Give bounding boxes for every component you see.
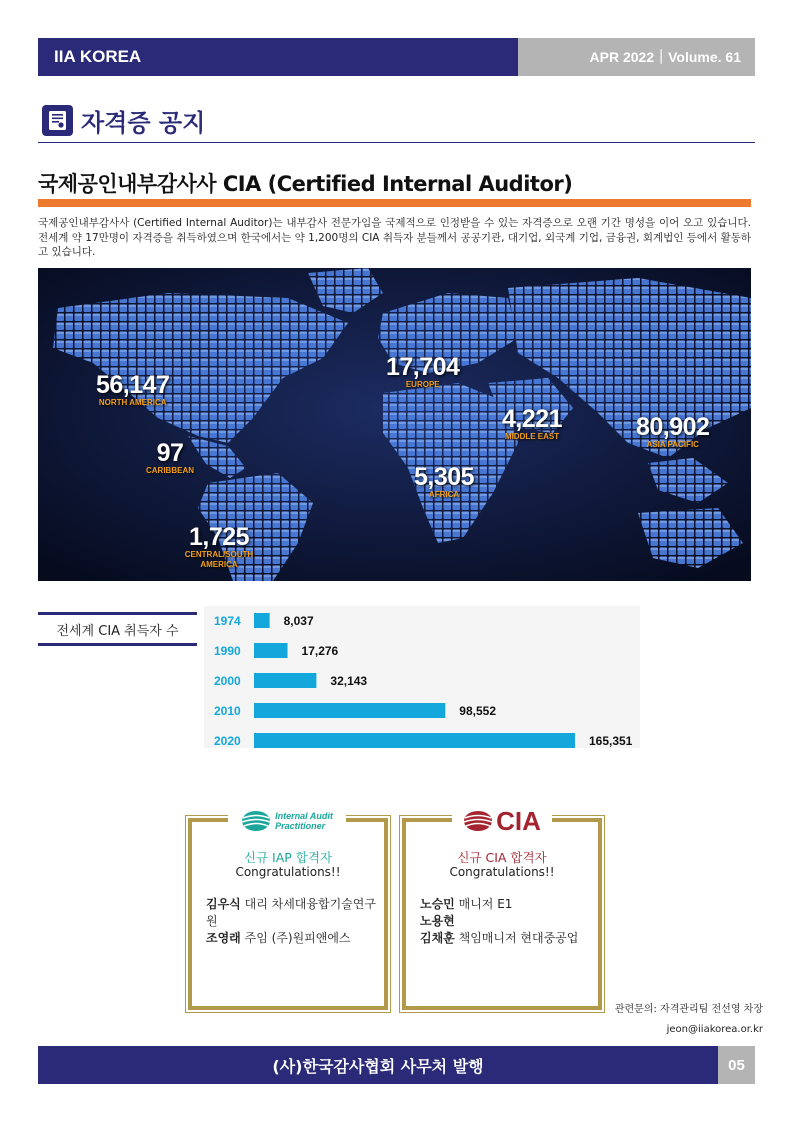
article-title: 국제공인내부감사사 CIA (Certified Internal Auditor) <box>38 172 573 196</box>
region-name: EUROPE <box>405 380 440 389</box>
bar-2000 <box>254 673 316 688</box>
article-intro: 국제공인내부감사사 (Certified Internal Auditor)는 내부감사 전문가임을 국제적으로 인정받을 수 있는 자격증으로 오랜 기간 명성을 이어 오고 있습니다. 전세계 약 17만명이 자격증을 취득하였으며 한국에서는 약 1,200명의 CIA 취득자 분들께서 공공기관, 대기업, 외국계 기업, 금융권, 회계법인 등에서 활동하고 있습니다. <box>38 217 751 258</box>
category-label: 2000 <box>214 674 241 688</box>
region-value: 4,221 <box>502 405 563 433</box>
person-name: 노승민 <box>420 897 455 911</box>
category-label: 2020 <box>214 734 241 748</box>
region-north-america <box>96 372 169 408</box>
person-detail: 대리 차세대융합기술연구원 <box>206 897 376 928</box>
world-map <box>38 268 751 581</box>
section-title: 자격증 공지 <box>81 109 206 137</box>
bar-1974 <box>254 613 270 628</box>
region-name: NORTH AMERICA <box>98 398 167 407</box>
region-name: CARIBBEAN <box>146 466 194 475</box>
region-europe <box>386 354 459 390</box>
value-label: 165,351 <box>588 734 633 748</box>
region-central-south-america <box>184 524 254 570</box>
category-label: 1990 <box>214 644 241 658</box>
person-name: 조영래 <box>206 931 241 945</box>
region-asia-pacific <box>636 414 709 450</box>
region-caribbean <box>146 440 194 476</box>
iap-heading: 신규 IAP 합격자 <box>243 850 333 865</box>
iap-logo-line1: Internal Audit <box>275 811 333 821</box>
region-name: CENTRAL/SOUTH AMERICA <box>184 550 254 569</box>
cia-logo-text: CIA <box>496 806 541 836</box>
iap-logo-line2: Practitioner <box>275 821 326 831</box>
region-value: 56,147 <box>96 371 170 399</box>
brand-name: IIA KOREA <box>38 38 518 76</box>
bar-2010 <box>254 703 445 718</box>
list-item <box>420 930 578 947</box>
cia-logo <box>452 806 552 836</box>
iap-logo <box>228 806 346 836</box>
contact-email[interactable]: jeon@iiakorea.or.kr <box>666 1024 763 1035</box>
section-heading <box>42 103 205 138</box>
bar-1990 <box>254 643 288 658</box>
category-label: 1974 <box>214 614 241 628</box>
value-label: 17,276 <box>301 644 339 658</box>
iap-people-list <box>206 896 384 947</box>
region-value: 97 <box>156 439 184 467</box>
chart-title: 전세계 CIA 취득자 수 <box>38 612 197 646</box>
category-label: 2010 <box>214 704 241 718</box>
issue-info: APR 2022｜Volume. 61 <box>518 38 755 76</box>
value-label: 8,037 <box>283 614 314 628</box>
value-label: 32,143 <box>330 674 368 688</box>
cia-congrats: Congratulations!! <box>449 865 555 879</box>
region-africa <box>414 464 474 500</box>
value-label: 98,552 <box>459 704 497 718</box>
region-value: 5,305 <box>414 463 475 491</box>
globe-icon <box>463 810 493 832</box>
person-detail: 책임매니저 현대중공업 <box>458 931 579 945</box>
region-value: 80,902 <box>636 413 710 441</box>
region-middle-east <box>502 406 562 442</box>
publisher: (사)한국감사협회 사무처 발행 <box>38 1046 718 1084</box>
region-name: MIDDLE EAST <box>504 432 560 441</box>
person-name: 김우식 <box>206 897 241 911</box>
region-name: AFRICA <box>428 490 460 499</box>
list-item <box>420 896 578 913</box>
cia-people-list <box>420 896 578 947</box>
page-number: 05 <box>718 1046 755 1084</box>
bar-2020 <box>254 733 575 748</box>
iap-congrats: Congratulations!! <box>235 865 341 879</box>
iap-passers-box <box>188 811 388 1010</box>
page-footer <box>38 1046 755 1084</box>
region-value: 1,725 <box>188 523 250 551</box>
person-name: 김채훈 <box>420 931 455 945</box>
cia-holders-bar-chart <box>204 606 640 748</box>
section-divider <box>38 142 755 143</box>
page-header <box>38 38 755 76</box>
list-item <box>420 913 578 930</box>
person-name: 노용현 <box>420 914 455 928</box>
person-detail: 주임 (주)원피앤에스 <box>244 931 351 945</box>
list-item <box>206 896 384 930</box>
contact-info <box>615 1000 763 1040</box>
cia-passers-box <box>402 806 602 1010</box>
document-certificate-icon <box>42 105 73 136</box>
region-name: ASIA PACIFIC <box>646 440 699 449</box>
globe-icon <box>241 810 271 832</box>
contact-line: 관련문의: 자격관리팀 전선영 차장 <box>614 1004 763 1015</box>
title-underline <box>38 199 751 207</box>
person-detail: 매니저 E1 <box>458 897 513 911</box>
cia-heading: 신규 CIA 합격자 <box>457 850 547 865</box>
region-value: 17,704 <box>386 353 460 381</box>
list-item <box>206 930 384 947</box>
